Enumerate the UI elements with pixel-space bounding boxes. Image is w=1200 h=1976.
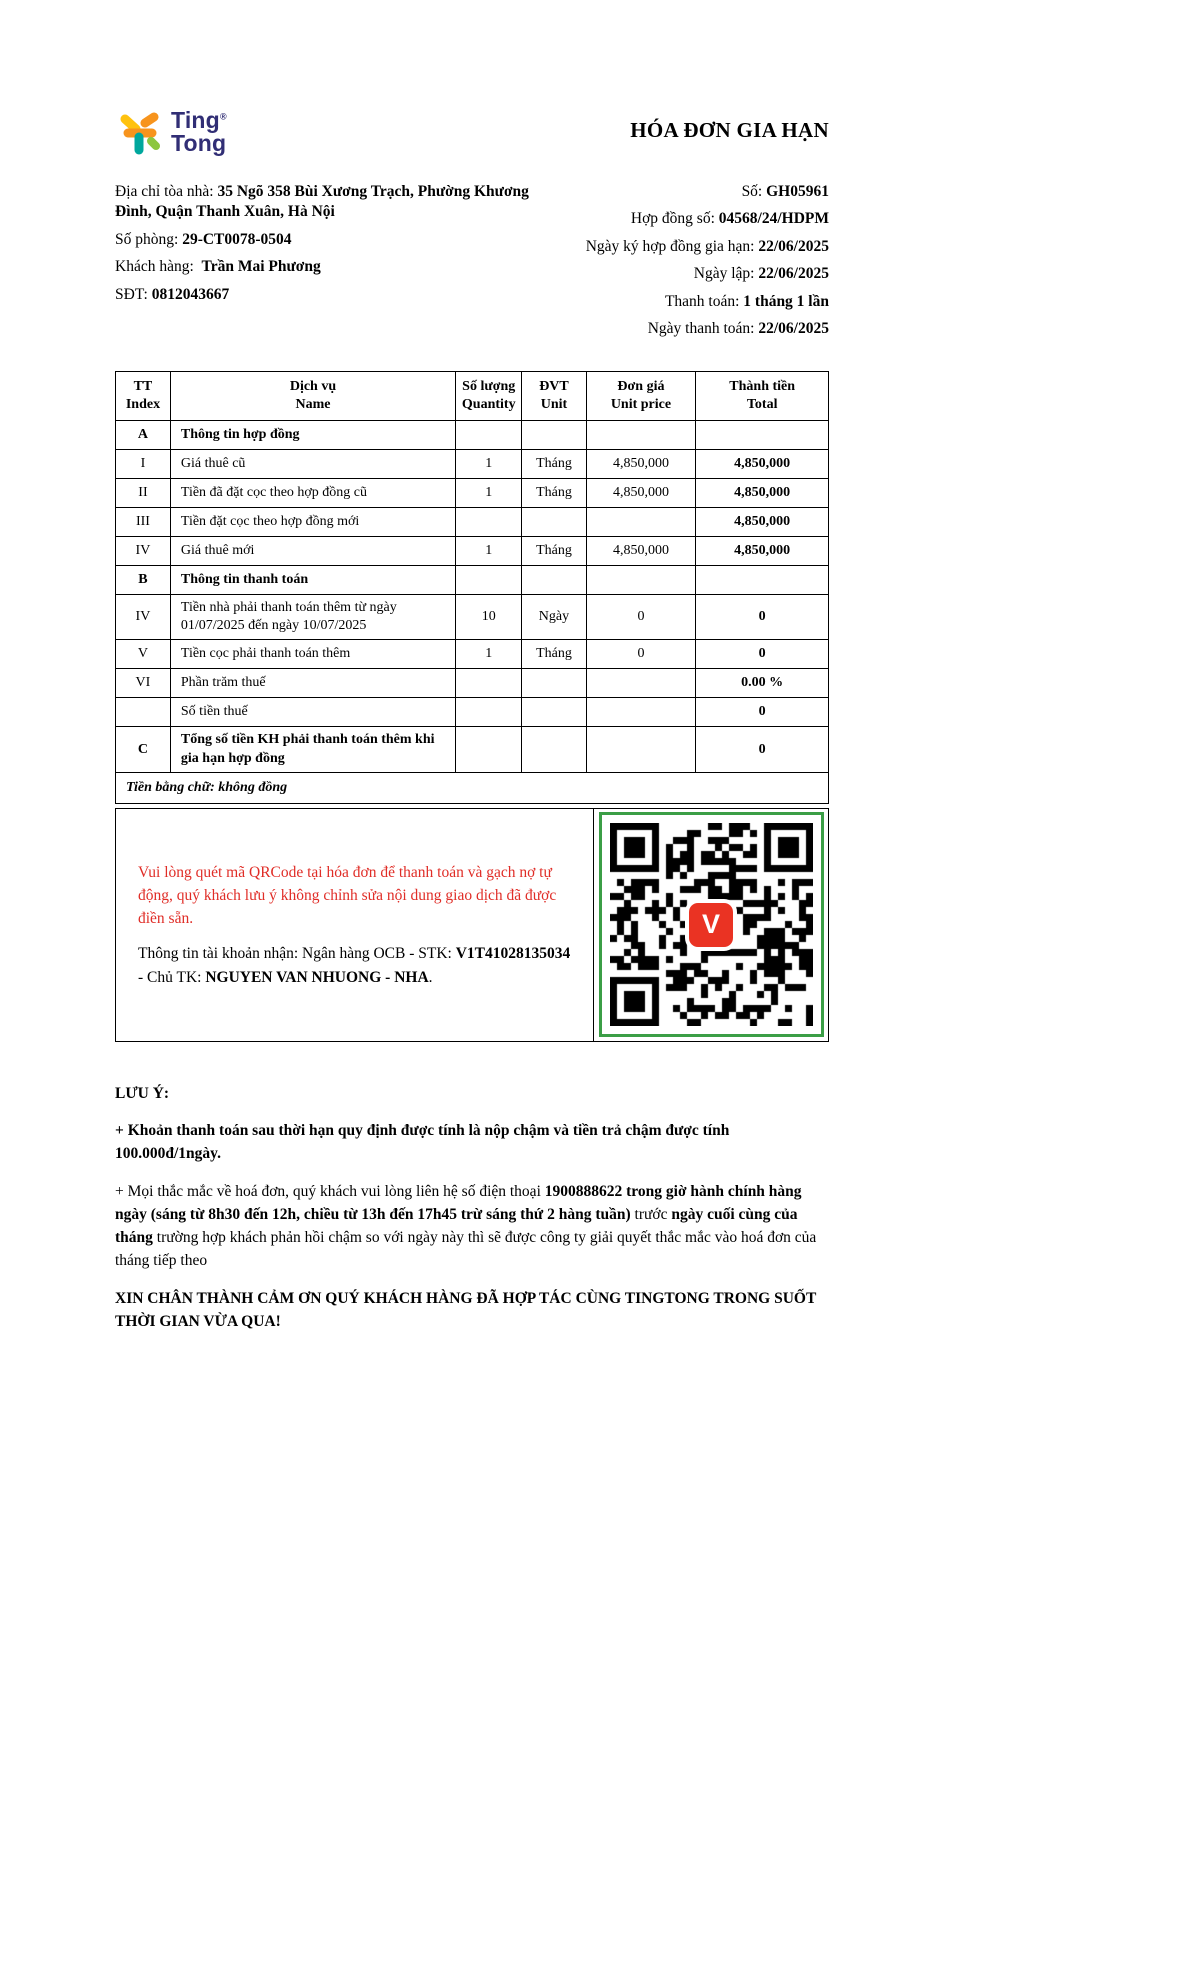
invoice-table	[115, 371, 829, 804]
qr-cell	[594, 809, 828, 1041]
info-payment-date: Ngày thanh toán: 22/06/2025	[647, 320, 829, 338]
table-row: Số tiền thuế 0	[116, 698, 829, 727]
table-row-section-a: A Thông tin hợp đồng	[116, 421, 829, 450]
table-row: III Tiền đặt cọc theo hợp đồng mới 4,850,000	[116, 508, 829, 537]
info-payment-cycle: Thanh toán: 1 tháng 1 lần	[664, 292, 829, 310]
col-unit: ĐVT Unit	[522, 371, 586, 420]
info-room: Số phòng: 29-CT0078-0504	[115, 230, 292, 248]
col-index: TT Index	[116, 371, 171, 420]
page-title: HÓA ĐƠN GIA HẠN	[630, 118, 829, 142]
amount-in-words-row	[116, 772, 829, 803]
table-row: II Tiền đã đặt cọc theo hợp đồng cũ 1 Tháng 4,850,000 4,850,000	[116, 479, 829, 508]
col-quantity: Số lượng Quantity	[456, 371, 522, 420]
table-row: V Tiền cọc phải thanh toán thêm 1 Tháng 0 0	[116, 640, 829, 669]
col-unit-price: Đơn giá Unit price	[586, 371, 696, 420]
info-customer: Khách hàng: Trần Mai Phương	[115, 258, 321, 276]
invoice-info	[115, 182, 829, 347]
info-contract-number: Hợp đồng số: 04568/24/HDPM	[630, 210, 829, 228]
qr-instructions	[116, 809, 594, 1041]
qr-payment-box	[115, 808, 829, 1042]
tingtong-logo-icon	[115, 108, 163, 156]
info-phone: SĐT: 0812043667	[115, 285, 230, 303]
tingtong-logo	[115, 108, 227, 156]
info-left	[115, 182, 545, 347]
info-renewal-sign-date: Ngày ký hợp đồng gia hạn: 22/06/2025	[585, 237, 829, 255]
registered-mark: ®	[219, 111, 227, 122]
qr-account-info: Thông tin tài khoản nhận: Ngân hàng OCB - STK: V1T41028135034 - Chủ TK: NGUYEN VAN NHUONG - NHA.	[138, 945, 571, 986]
info-right	[586, 182, 829, 347]
note-late-payment: + Khoản thanh toán sau thời hạn quy định được tính là nộp chậm và tiền trả chậm được tính 100.000đ/1ngày.	[115, 1122, 730, 1163]
tingtong-logo-text	[171, 109, 227, 154]
table-row: VI Phần trăm thuế 0.00 %	[116, 669, 829, 698]
table-header-row	[116, 371, 829, 420]
table-row-section-b: B Thông tin thanh toán	[116, 566, 829, 595]
qr-center-logo: V	[689, 903, 733, 947]
logo-line1: Ting	[171, 107, 220, 134]
note-thank-you: XIN CHÂN THÀNH CẢM ƠN QUÝ KHÁCH HÀNG ĐÃ HỢP TÁC CÙNG TINGTONG TRONG SUỐT THỜI GIAN VỪA QUA!	[115, 1289, 817, 1330]
info-issue-date: Ngày lập: 22/06/2025	[693, 265, 829, 283]
col-name: Dịch vụ Name	[170, 371, 455, 420]
table-row: I Giá thuê cũ 1 Tháng 4,850,000 4,850,000	[116, 450, 829, 479]
qr-frame	[599, 812, 824, 1037]
invoice-page	[115, 0, 829, 1347]
notes-heading: LƯU Ý:	[115, 1084, 170, 1102]
info-invoice-number: Số: GH05961	[741, 183, 829, 200]
invoice-header	[115, 108, 829, 156]
col-total: Thành tiền Total	[696, 371, 829, 420]
notes-section	[115, 1082, 829, 1333]
logo-line2: Tong	[171, 130, 227, 156]
qr-red-notice: Vui lòng quét mã QRCode tại hóa đơn để thanh toán và gạch nợ tự động, quý khách lưu ý không chỉnh sửa nội dung giao dịch đã được điền sẵn.	[138, 863, 557, 928]
table-row: IV Tiền nhà phải thanh toán thêm từ ngày 01/07/2025 đến ngày 10/07/2025 10 Ngày 0 0	[116, 595, 829, 640]
table-row: IV Giá thuê mới 1 Tháng 4,850,000 4,850,000	[116, 537, 829, 566]
table-row-total-c: C Tổng số tiền KH phải thanh toán thêm khi gia hạn hợp đồng 0	[116, 727, 829, 772]
info-address: Địa chỉ tòa nhà: 35 Ngõ 358 Bùi Xương Trạch, Phường Khương Đình, Quận Thanh Xuân, Hà Nội	[115, 183, 529, 221]
amount-in-words: Tiền bằng chữ: không đồng	[116, 772, 829, 803]
note-hotline: + Mọi thắc mắc về hoá đơn, quý khách vui lòng liên hệ số điện thoại 1900888622 trong giờ hành chính hàng ngày (sáng từ 8h30 đến 12h, chiều từ 13h đến 17h45 trừ sáng thứ 2 hàng tuần) trước ngày cuối cùng của tháng trường hợp khách phản hồi chậm so với ngày này thì sẽ được công ty giải quyết thắc mắc vào hoá đơn của tháng tiếp theo	[115, 1182, 817, 1270]
